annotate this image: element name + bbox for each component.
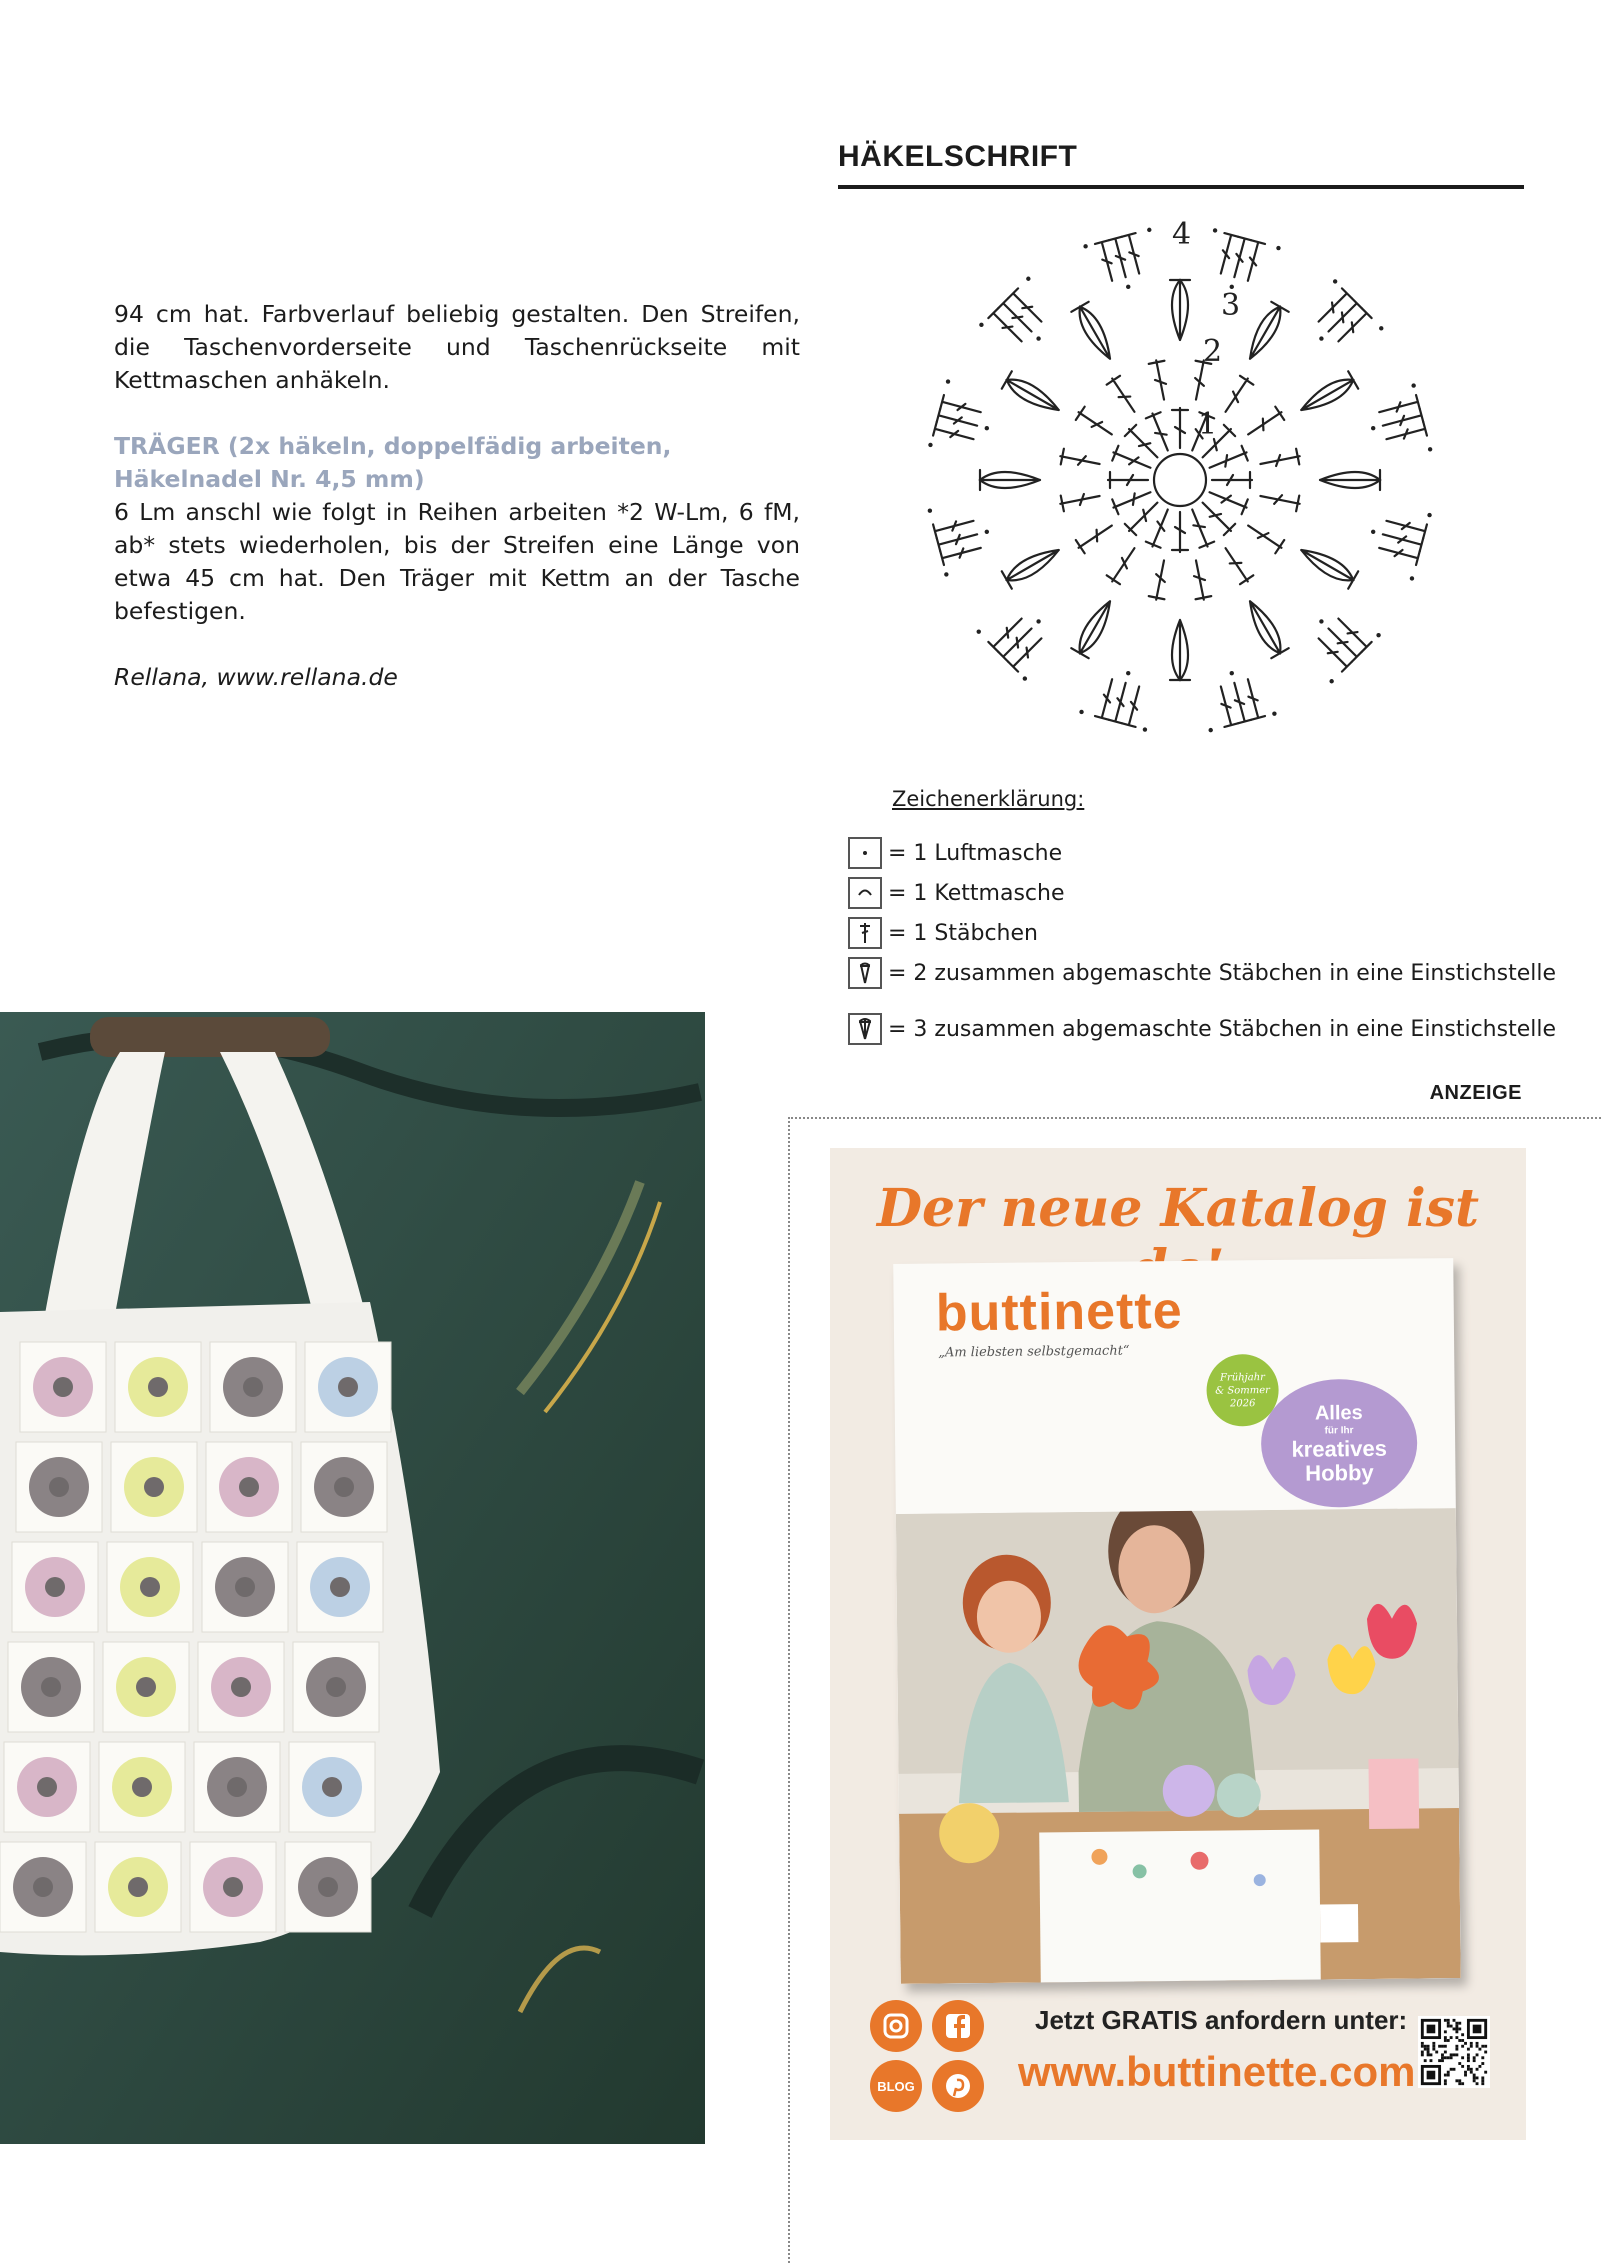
granny-center [322,1777,342,1797]
qr-module [1441,2045,1444,2048]
round-label-1: 1 [1198,407,1218,442]
qr-module [1444,2045,1447,2048]
round-2-stitch [1226,376,1254,412]
round-2-stitch [1076,526,1112,554]
qr-module [1476,2068,1479,2071]
qr-module [1427,2045,1430,2048]
chain-dot [1026,277,1030,281]
chain-dot [1036,619,1040,623]
ad-divider-left [788,1117,790,2263]
qr-module [1478,2065,1481,2068]
round-3-cluster [1002,550,1059,589]
qr-module [1450,2056,1453,2059]
round-4-stitch [1386,521,1426,538]
granny-center [45,1577,65,1597]
qr-module [1438,2059,1441,2062]
chain-dot [1023,676,1027,680]
round-4-stitch [937,409,977,426]
qr-module [1427,2053,1430,2056]
round-3-cluster [1301,371,1358,410]
qr-module [1481,2045,1484,2048]
qr-module [1481,2056,1484,2059]
qr-module [1476,2045,1479,2048]
chain-dot [1272,711,1276,715]
round-4-stitch [1379,548,1419,565]
qr-module [1473,2056,1476,2059]
qr-module [1461,2056,1464,2059]
qr-module [1430,2053,1433,2056]
instagram-icon[interactable] [870,2000,922,2052]
catalog-photo [896,1508,1461,1984]
round-4-stitch [1248,679,1265,719]
qr-module [1467,2053,1470,2056]
round-label-4: 4 [1172,217,1192,252]
qr-module [1473,2074,1476,2077]
chain-dot [1209,728,1213,732]
chain-dot [1083,244,1087,248]
granny-center [37,1777,57,1797]
qr-module [1478,2048,1481,2051]
round-1-stitch [1146,412,1168,450]
qr-module [1461,2039,1464,2042]
qr-module [1424,2045,1427,2048]
round-2-stitch [1060,494,1099,511]
round-4-stitch [1234,683,1251,723]
ad-cta: Jetzt GRATIS anfordern unter: [1035,2005,1408,2035]
legend-label: = 1 Stäbchen [888,920,1038,946]
round-2-stitch [1248,526,1284,554]
round-1-stitch [1210,492,1248,514]
legend-label: = 3 zusammen abgemaschte Stäbchen in eine Einstichstelle [888,1016,1556,1042]
dc3tog-icon [848,1013,882,1045]
granny-center [227,1777,247,1797]
round-3-cluster [980,470,1040,490]
chain-dot [1276,246,1280,250]
round-4-stitch [1122,233,1139,273]
granny-center [53,1377,73,1397]
round-4-stitch [1122,686,1139,726]
chain-dot [1411,383,1415,387]
round-1-stitch [1125,503,1158,536]
qr-code-icon [1418,2016,1490,2088]
round-4-stitch [1109,683,1126,723]
round-2-stitch [1149,560,1165,599]
round-4-stitch [1234,237,1251,277]
qr-module [1455,2028,1458,2031]
chain-dot-icon [848,837,882,869]
qr-module [1470,2042,1473,2045]
qr-module [1444,2082,1447,2085]
granny-center [231,1677,251,1697]
chain-dot [979,323,983,327]
qr-module [1467,2059,1470,2062]
round-4-stitch [1338,619,1371,652]
qr-module [1455,2053,1458,2056]
round-2-stitch [1260,495,1299,511]
round-1-stitch [1108,472,1148,488]
round-3-cluster [1170,620,1190,680]
qr-module [1455,2025,1458,2028]
round-3-cluster [1170,280,1190,340]
round-2-stitch [1149,360,1166,399]
round-4-stitch [1248,240,1265,280]
qr-module [1444,2051,1447,2054]
chain-dot [1126,285,1130,289]
chain-dot [928,509,932,513]
round-2-stitch [1076,407,1112,435]
qr-module [1444,2019,1447,2022]
qr-module [1438,2045,1441,2048]
round-4-stitch [1319,638,1352,671]
qr-module [1453,2053,1456,2056]
qr-module [1473,2025,1482,2034]
qr-module [1458,2028,1461,2031]
chain-dot [1230,671,1234,675]
qr-module [1476,2082,1479,2085]
round-1-stitch [1192,510,1214,548]
chain-dot [946,379,950,383]
qr-module [1444,2030,1447,2033]
round-2-stitch [1260,449,1299,466]
round-4-stitch [1008,288,1041,321]
chain-dot [944,572,948,576]
qr-module [1424,2059,1427,2062]
qr-module [1470,2045,1473,2048]
facebook-icon[interactable] [932,2000,984,2052]
chain-dot [1376,633,1380,637]
qr-module [1484,2071,1487,2074]
granny-center [132,1777,152,1797]
round-1-stitch [1112,446,1150,468]
buttinette-ad[interactable] [830,1148,1526,2140]
legend-row-dc3tog [848,1013,1556,1045]
qr-module [1455,2022,1458,2025]
qr-module [1455,2048,1458,2051]
round-label-3: 3 [1221,288,1241,323]
chain-dot [985,426,989,430]
granny-center [338,1377,358,1397]
qr-module [1447,2019,1450,2022]
granny-center [49,1477,69,1497]
chain-dot [1147,228,1151,232]
qr-module [1470,2071,1473,2074]
granny-center [326,1677,346,1697]
qr-module [1481,2062,1484,2065]
round-1-stitch [1112,492,1150,514]
qr-module [1444,2056,1447,2059]
granny-center [33,1877,53,1897]
round-2-stitch [1107,548,1135,584]
round-1-stitch [1146,510,1168,548]
chain-dot [1379,326,1383,330]
qr-module [1450,2053,1453,2056]
section-heading: HÄKELSCHRIFT [838,140,1078,173]
round-4-stitch [988,619,1021,652]
chain-dot [1329,679,1333,683]
legend-row-chain [848,837,1062,869]
chain-dot [1427,513,1431,517]
round-4-stitch [1379,395,1419,412]
qr-module [1476,2076,1479,2079]
qr-module [1427,2048,1430,2051]
qr-module [1450,2036,1453,2039]
qr-module [1481,2076,1484,2079]
chain-dot [1143,727,1147,731]
round-3-cluster [1250,601,1289,658]
round-1-stitch [1203,503,1236,536]
double-crochet-icon [848,917,882,949]
qr-module [1447,2022,1450,2025]
qr-module [1467,2068,1470,2071]
qr-module [1473,2059,1476,2062]
qr-module [1481,2082,1484,2085]
chain-dot [1126,671,1130,675]
qr-module [1421,2045,1424,2048]
season-badge: Frühjahr & Sommer 2026 [1206,1354,1279,1427]
traeger-heading-line2: Häkelnadel Nr. 4,5 mm) [114,465,425,493]
qr-module [1430,2059,1433,2062]
qr-module [1467,2065,1470,2068]
chain-dot [1428,447,1432,451]
ad-label: ANZEIGE [1429,1082,1522,1104]
crochet-chart-diagram [900,205,1460,765]
round-4-stitch [998,628,1031,661]
catalog-brand: buttinette [935,1281,1183,1343]
qr-module [1453,2068,1456,2071]
qr-module [1473,2076,1476,2079]
round-4-stitch [933,422,973,439]
round-1-stitch [1125,425,1158,458]
chain-dot [985,530,989,534]
granny-center [128,1877,148,1897]
qr-module [1458,2039,1461,2042]
round-4-stitch [933,521,973,538]
round-1-stitch [1212,472,1252,488]
granny-center [144,1477,164,1497]
round-1-stitch [1172,512,1188,552]
granny-center [239,1477,259,1497]
pinterest-icon[interactable] [932,2060,984,2112]
legend-title: Zeichenerklärung: [892,787,1085,811]
qr-module [1450,2025,1453,2028]
qr-module [1461,2033,1464,2036]
granny-center [136,1677,156,1697]
round-3-cluster [1071,302,1110,359]
granny-center [330,1577,350,1597]
round-label-2: 2 [1203,334,1223,369]
round-4-stitch [940,395,980,412]
blog-icon[interactable]: BLOG [870,2060,922,2112]
qr-module [1447,2056,1450,2059]
round-4-stitch [1383,409,1423,426]
round-2-stitch [1107,376,1135,412]
qr-module [1467,2048,1470,2051]
qr-module [1464,2074,1467,2077]
chain-dot [1319,619,1323,623]
round-4-stitch [1328,628,1361,661]
qr-module [1461,2082,1464,2085]
granny-center [140,1577,160,1597]
qr-module [1455,2045,1458,2048]
chain-dot [1410,576,1414,580]
legend-row-slip [848,877,1064,909]
granny-center [223,1877,243,1897]
qr-module [1484,2045,1487,2048]
round-3-cluster [1250,302,1289,359]
round-4-stitch [998,298,1031,331]
granny-center [148,1377,168,1397]
qr-module [1453,2019,1456,2022]
chain-dot [1371,530,1375,534]
qr-module [1473,2079,1476,2082]
qr-module [1444,2039,1447,2042]
qr-module [1435,2051,1438,2054]
chain-dot [977,629,981,633]
ad-divider-top [788,1117,1601,1119]
crochet-bag-photo [0,1012,705,2144]
chain-dot [928,443,932,447]
qr-module [1450,2068,1453,2071]
qr-module [1458,2079,1461,2082]
qr-module [1458,2022,1461,2025]
round-4-stitch [1338,308,1371,341]
round-3-cluster [1002,371,1059,410]
instructions-text [114,298,800,694]
credit-line: Rellana, www.rellana.de [114,663,398,691]
qr-module [1447,2025,1450,2028]
qr-module [1461,2065,1464,2068]
center-ring [1154,454,1206,506]
round-4-stitch [1095,679,1112,719]
qr-module [1447,2039,1450,2042]
qr-module [1476,2053,1479,2056]
qr-module [1432,2048,1435,2051]
qr-module [1476,2042,1479,2045]
ad-headline: Der neue Katalog ist [876,1178,1480,1239]
traeger-heading-line1: TRÄGER (2x häkeln, doppelfädig arbeiten, [114,432,672,460]
qr-module [1447,2071,1450,2074]
legend-label: = 2 zusammen abgemaschte Stäbchen in eine Einstichstelle [888,960,1556,986]
chain-dot [1213,228,1217,232]
paragraph-traeger: 6 Lm anschl wie folgt in Reihen arbeiten *2 W-Lm, 6 fM, ab* stets wiederholen, bis der Streifen eine Länge von etwa 45 cm hat. Den Träger mit Kettm an der Tasche befestigen. [114,498,800,625]
legend-label: = 1 Kettmasche [888,880,1065,906]
round-2-stitch [1060,449,1099,465]
qr-module [1441,2056,1444,2059]
legend-label: = 1 Luftmasche [888,840,1063,866]
round-3-cluster [1320,470,1380,490]
granny-center [235,1577,255,1597]
qr-module [1432,2042,1435,2045]
qr-module [1444,2074,1447,2077]
chain-dot [1319,336,1323,340]
granny-center [334,1477,354,1497]
qr-module [1427,2025,1436,2034]
qr-module [1421,2042,1424,2045]
qr-module [1455,2036,1458,2039]
qr-module [1432,2045,1435,2048]
round-4-stitch [1221,686,1238,726]
round-2-stitch [1226,548,1254,584]
round-4-stitch [1383,534,1423,551]
round-4-stitch [1386,422,1426,439]
round-2-stitch [1194,560,1211,599]
legend-row-dc2tog [848,957,1556,989]
dc2tog-icon [848,957,882,989]
granny-center [318,1877,338,1897]
qr-module [1467,2056,1470,2059]
chain-dot [1079,710,1083,714]
round-2-stitch [1248,407,1284,435]
round-1-stitch [1172,408,1188,448]
round-4-stitch [1109,237,1126,277]
hobby-badge: Alles für Ihr kreatives Hobby [1260,1378,1417,1508]
granny-center [41,1677,61,1697]
qr-module [1453,2028,1456,2031]
qr-module [1470,2068,1473,2071]
round-4-stitch [1328,298,1361,331]
round-4-stitch [1008,638,1041,671]
catalog-slogan: „Am liebsten selbstgemacht“ [938,1343,1130,1361]
heading-rule [838,185,1524,189]
paragraph-intro: 94 cm hat. Farbverlauf beliebig gestalten. Den Streifen, die Taschenvorderseite und Taschenrückseite mit Kettmaschen anhäkeln. [114,300,800,394]
qr-module [1447,2074,1450,2077]
qr-module [1427,2051,1430,2054]
round-4-stitch [940,548,980,565]
qr-module [1444,2036,1447,2039]
chain-dot [1036,336,1040,340]
qr-module [1458,2062,1461,2065]
qr-module [1458,2082,1461,2085]
qr-module [1461,2045,1464,2048]
qr-module [1427,2071,1436,2080]
round-4-stitch [937,534,977,551]
catalog-cover [893,1258,1461,1984]
qr-module [1464,2071,1467,2074]
round-3-cluster [1301,550,1358,589]
round-4-stitch [988,308,1021,341]
qr-module [1444,2079,1447,2082]
round-4-stitch [1095,240,1112,280]
chain-dot [1333,279,1337,283]
slip-stitch-icon [848,877,882,909]
ad-url-link[interactable]: www.buttinette.com [1018,2048,1416,2095]
chain-dot [1371,426,1375,430]
round-4-stitch [1221,233,1238,273]
qr-module [1421,2051,1424,2054]
qr-module [1441,2059,1444,2062]
qr-module [1424,2048,1427,2051]
granny-center [243,1377,263,1397]
qr-module [1455,2079,1458,2082]
qr-module [1481,2079,1484,2082]
round-4-stitch [1319,288,1352,321]
qr-module [1484,2051,1487,2054]
round-1-stitch [1210,446,1248,468]
qr-module [1455,2030,1458,2033]
qr-module [1441,2053,1444,2056]
qr-module [1421,2053,1424,2056]
qr-module [1464,2042,1467,2045]
legend-row-dc [848,917,1038,949]
round-3-cluster [1071,601,1110,658]
